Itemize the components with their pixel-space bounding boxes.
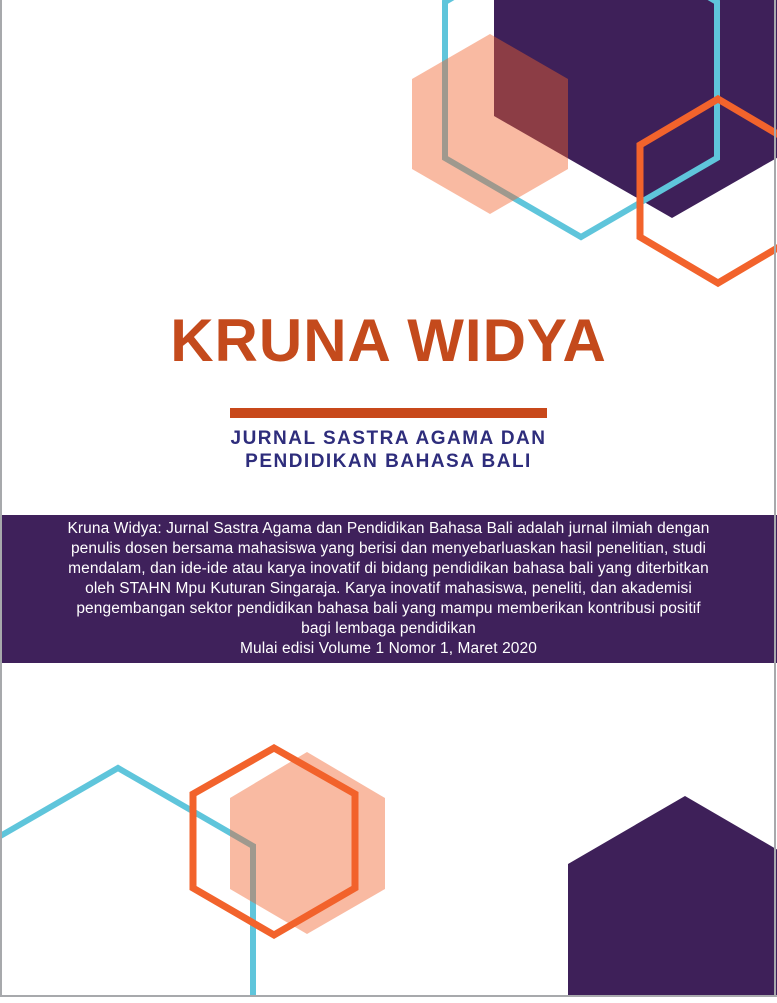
banner-edition: Mulai edisi Volume 1 Nomor 1, Maret 2020	[240, 640, 537, 657]
page-border-left	[0, 0, 2, 997]
description-banner-text	[60, 515, 717, 659]
journal-subtitle-line1: JURNAL SASTRA AGAMA DAN	[230, 428, 547, 449]
journal-title: KRUNA WIDYA	[170, 307, 607, 374]
title-divider-bar	[230, 408, 547, 418]
page-border-right	[774, 0, 776, 997]
banner-description: Kruna Widya: Jurnal Sastra Agama dan Pendidikan Bahasa Bali adalah jurnal ilmiah dengan penulis dosen bersama mahasiswa yang berisi dan menyebarluaskan hasil penelitian, studi mendalam, dan ide-ide atau karya inovatif di bidang pendidikan bahasa bali yang diterbitkan oleh STAHN Mpu Kuturan Singaraja. Karya inovatif mahasiswa, peneliti, dan akademisi pengembangan sektor pendidikan bahasa bali yang mampu memberikan kontribusi positif bagi lembaga pendidikan	[67, 520, 710, 637]
journal-subtitle-line2: PENDIDIKAN BAHASA BALI	[245, 451, 532, 472]
description-banner	[0, 515, 777, 663]
page-border-bottom	[0, 995, 777, 997]
journal-subtitle	[0, 427, 777, 473]
